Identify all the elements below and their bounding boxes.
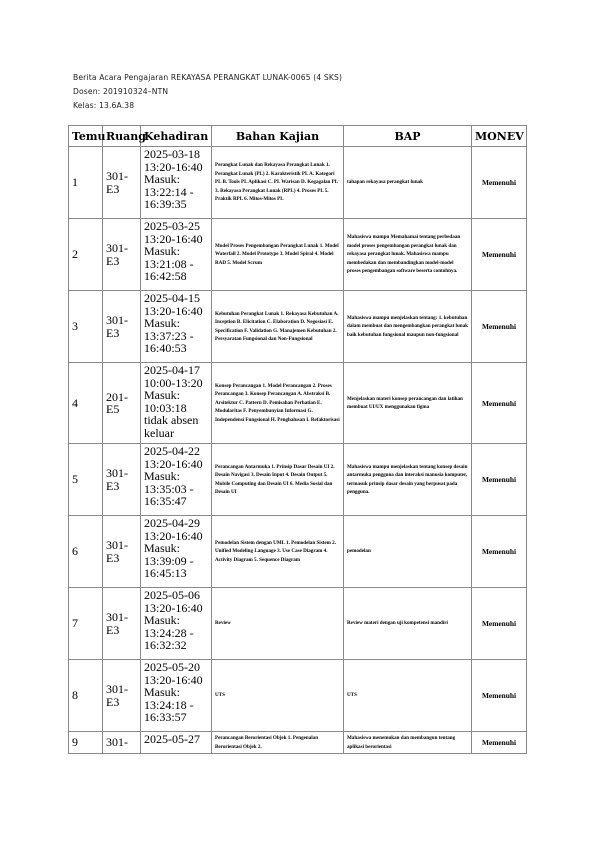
monev-cell: Memenuhi [472, 219, 527, 291]
kehadiran-cell: 2025-04-15 13:20-16:40 Masuk: 13:37:23 - 16:40:53 [141, 291, 212, 363]
kehadiran-cell: 2025-04-17 10:00-13:20 Masuk: 10:03:18 tidak absen keluar [141, 363, 212, 444]
ruang-cell: 301- E3 [103, 444, 141, 516]
bap-cell: tahapan rekayasa perangkat lunak [344, 147, 472, 219]
bap-cell: UTS [344, 660, 472, 732]
column-header-ruang: Ruang [103, 126, 141, 147]
table-header-row [69, 126, 527, 147]
bahan-kajian-cell: Perangkat Lunak dan Rekayasa Perangkat Lunak 1. Perangkat Lunak (PL) 2. Karakteristik PL A. Kategori PL B. Tools PL Aplikasi C. PL Warisan D. Kegagalan PL 3. Rekayasa Perangkat Lunak (RPL) 4. Proses PL 5. Praktik RPL 6. Mitos-Mitos PL [212, 147, 344, 219]
ruang-cell: 201- E5 [103, 363, 141, 444]
bahan-kajian-cell: Perancangan Antarmuka 1. Prinsip Dasar Desain UI 2. Desain Navigasi 3. Desain Input 4. Desain Output 5. Mobile Computing dan Desain UI 6. Media Sosial dan Desain UI [212, 444, 344, 516]
ruang-cell: 301- E3 [103, 516, 141, 588]
ruang-cell: 301- E3 [103, 147, 141, 219]
table-row [69, 732, 527, 754]
kehadiran-cell: 2025-03-25 13:20-16:40 Masuk: 13:21:08 - 16:42:58 [141, 219, 212, 291]
table-row [69, 219, 527, 291]
temu-cell: 8 [69, 660, 103, 732]
lecturer-line: Dosen: 201910324–NTN [73, 87, 169, 96]
ruang-cell: 301- E3 [103, 219, 141, 291]
bap-cell: Review materi dengan uji kompetensi mandiri [344, 588, 472, 660]
ruang-cell: 301- E3 [103, 588, 141, 660]
monev-cell: Memenuhi [472, 660, 527, 732]
kehadiran-cell: 2025-04-22 13:20-16:40 Masuk: 13:35:03 - 16:35:47 [141, 444, 212, 516]
column-header-bahan-kajian: Bahan Kajian [212, 126, 344, 147]
bap-cell: Menjelaskan materi konsep perancangan dan latihan membuat UI/UX menggunakan figma [344, 363, 472, 444]
bahan-kajian-cell: Review [212, 588, 344, 660]
temu-cell: 9 [69, 732, 103, 754]
monev-cell: Memenuhi [472, 444, 527, 516]
temu-cell: 4 [69, 363, 103, 444]
monev-cell: Memenuhi [472, 732, 527, 754]
class-line: Kelas: 13.6A.38 [73, 101, 135, 110]
column-header-bap: BAP [344, 126, 472, 147]
table-row [69, 147, 527, 219]
bahan-kajian-cell: Kebutuhan Perangkat Lunak 1. Rekayasa Kebutuhan A. Inception B. Elicitation C. Elaboration D. Negosiasi E. Specification F. Validation G. Manajemen Kebutuhan 2. Persyaratan Fungsional dan Non-Fungsional [212, 291, 344, 363]
column-header-monev: MONEV [472, 126, 527, 147]
table-row [69, 363, 527, 444]
bahan-kajian-cell: Pemodelan Sistem dengan UML 1. Pemodelan Sistem 2. Unified Modeling Language 3. Use Case Diagram 4. Activity Diagram 5. Sequence Diagram [212, 516, 344, 588]
bahan-kajian-cell: Perancangan Berorientasi Objek 1. Pengenalan Berorientasi Objek 2. [212, 732, 344, 754]
bahan-kajian-cell: UTS [212, 660, 344, 732]
column-header-temu: Temu [69, 126, 103, 147]
teaching-record-table [68, 125, 527, 754]
temu-cell: 7 [69, 588, 103, 660]
monev-cell: Memenuhi [472, 588, 527, 660]
table-row [69, 291, 527, 363]
temu-cell: 5 [69, 444, 103, 516]
kehadiran-cell: 2025-05-20 13:20-16:40 Masuk: 13:24:18 - 16:33:57 [141, 660, 212, 732]
bap-cell: Mahasiswa mampu menjelaskan tentang konsep desain antarmuka pengguna dan interaksi manusia komputer, termasuk prinsip dasar desain yang berpusat pada pengguna. [344, 444, 472, 516]
bap-cell: Mahasiswa mampu Memahamai tentang perbedaan model proses pengembangan perangkat lunak dan rekayasa perangkat lunak. Mahasiswa mampu membedakan dan membandingkan model-model proses pengembangan software beserta contohnya. [344, 219, 472, 291]
table-row [69, 660, 527, 732]
document-header [73, 71, 342, 113]
course-title: Berita Acara Pengajaran REKAYASA PERANGKAT LUNAK-0065 (4 SKS) [73, 73, 343, 82]
monev-cell: Memenuhi [472, 147, 527, 219]
ruang-cell: 301- E3 [103, 291, 141, 363]
bap-cell: pemodelan [344, 516, 472, 588]
column-header-kehadiran: Kehadiran [141, 126, 212, 147]
temu-cell: 2 [69, 219, 103, 291]
monev-cell: Memenuhi [472, 516, 527, 588]
temu-cell: 3 [69, 291, 103, 363]
bahan-kajian-cell: Model Proses Pengembangan Perangkat Lunak 1. Model Waterfall 2. Model Prototype 3. Model Spiral 4. Model RAD 5. Model Scrum [212, 219, 344, 291]
ruang-cell: 301- E3 [103, 660, 141, 732]
kehadiran-cell: 2025-05-27 [141, 732, 212, 754]
temu-cell: 1 [69, 147, 103, 219]
monev-cell: Memenuhi [472, 363, 527, 444]
temu-cell: 6 [69, 516, 103, 588]
table-row [69, 588, 527, 660]
table-row [69, 516, 527, 588]
bap-cell: Mahasiswa mampu menjelaskan tentang: 1. kebutuhan dalam membuat dan mengembangkan perangkat lunak baik kebutuhan fungsional maupun non-fungsional [344, 291, 472, 363]
table-row [69, 444, 527, 516]
kehadiran-cell: 2025-03-18 13:20-16:40 Masuk: 13:22:14 - 16:39:35 [141, 147, 212, 219]
ruang-cell: 301- [103, 732, 141, 754]
bap-cell: Mahasiswa menemukan dan membangun tentang aplikasi berorientasi [344, 732, 472, 754]
kehadiran-cell: 2025-05-06 13:20-16:40 Masuk: 13:24:28 - 16:32:32 [141, 588, 212, 660]
kehadiran-cell: 2025-04-29 13:20-16:40 Masuk: 13:39:09 - 16:45:13 [141, 516, 212, 588]
bahan-kajian-cell: Konsep Perancangan 1. Model Perancangan 2. Proses Perancangan 3. Konsep Perancangan A. Abstraksi B. Arsitektur C. Pattern D. Pemisahan Perhatian E. Modularitas F. Penyembunyian Informasi G. Independensi Fungsional H. Penghalusan I. Refaktorisasi [212, 363, 344, 444]
monev-cell: Memenuhi [472, 291, 527, 363]
